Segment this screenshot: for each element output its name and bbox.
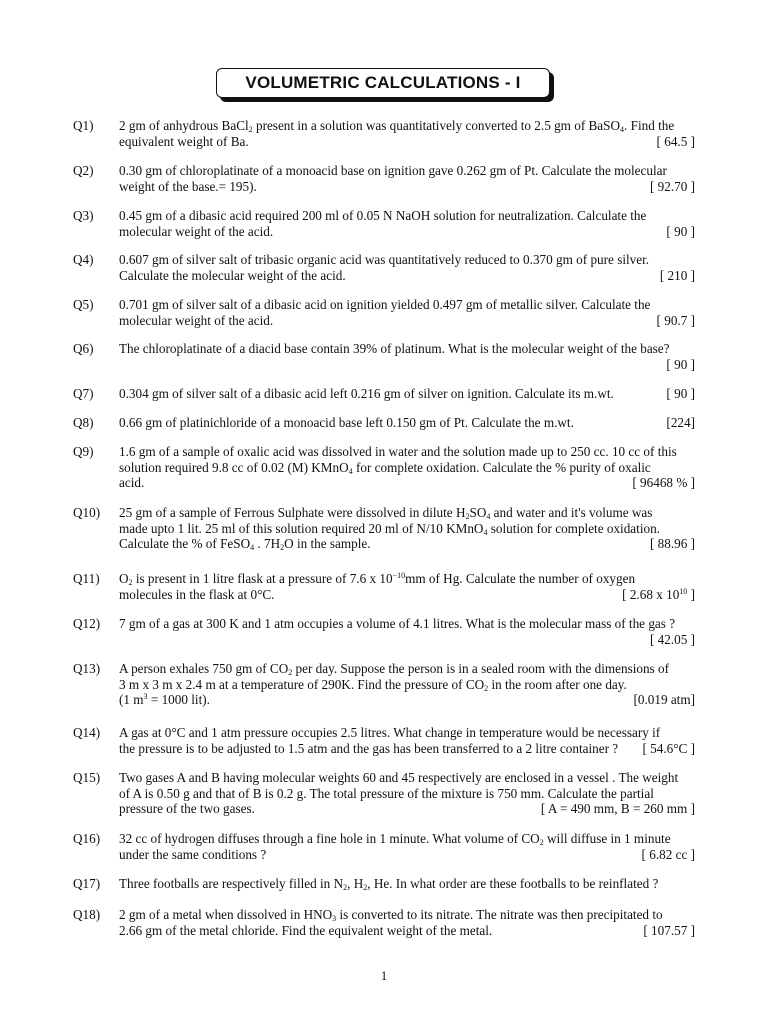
question-body <box>119 252 695 283</box>
question-body <box>119 208 695 239</box>
question-line: (1 $m^3 = 1000$ lit). [0.019 atm] <box>119 692 695 707</box>
question-number: Q10) <box>73 505 101 520</box>
question-number: Q1) <box>73 118 94 133</box>
question-body <box>119 118 695 149</box>
question-3 <box>73 208 695 239</box>
question-11 <box>73 571 695 602</box>
answer: [0.019 atm] <box>633 692 695 707</box>
question-body <box>119 876 695 892</box>
question-line: made upto 1 lit. 25 ml of this solution required 20 ml of N/10 KMnO$_4$ solution for complete oxidation. <box>119 520 660 537</box>
question-line: A person exhales 750 gm of $CO_2$ per day. Suppose the person is in a sealed room with the dimensions of <box>119 661 669 677</box>
question-body <box>119 505 695 552</box>
question-line: Three footballs are respectively filled in $N_2$, $H_2$, He. In what order are these footballs to be reinflated ? <box>119 876 659 892</box>
question-7 <box>73 386 695 402</box>
answer: [ 6.82 cc ] <box>641 846 695 862</box>
question-10 <box>73 505 695 552</box>
answer: [ 90.7 ] <box>656 312 695 328</box>
question-line: 32 cc of hydrogen diffuses through a fine hole in 1 minute. What volume of $CO_2$ will diffuse in 1 minute <box>119 831 671 847</box>
answer: [ 96468 % ] <box>632 475 695 490</box>
answer: [ 2.68 x $10^{10}$ ] <box>622 586 695 602</box>
question-number: Q14) <box>73 725 101 740</box>
question-13 <box>73 661 695 708</box>
question-number: Q18) <box>73 907 101 922</box>
question-15 <box>73 770 695 817</box>
answer: [ 54.6°C ] <box>642 740 695 756</box>
question-number: Q13) <box>73 661 101 676</box>
question-4 <box>73 252 695 283</box>
answer: [ 92.70 ] <box>649 178 695 194</box>
question-body <box>119 444 695 491</box>
question-body <box>119 616 695 647</box>
question-line: 2 gm of anhydrous BaCl$_2$ present in a solution was quantitatively converted to 2.5 gm of BaSO$_4$. Find the <box>119 118 675 134</box>
question-line: acid. [ 96468 % ] <box>119 475 695 490</box>
question-body <box>119 831 695 862</box>
question-body <box>119 415 695 431</box>
question-line: molecules in the flask at 0°C. [ 2.68 x $10^{10}$ ] <box>119 586 695 602</box>
question-line: Calculate the molecular weight of the acid. [ 210 ] <box>119 267 695 283</box>
question-9 <box>73 444 695 491</box>
answer: [ 90 ] <box>666 386 695 401</box>
question-line: pressure of the two gases. [ A = 490 mm, B = 260 mm ] <box>119 801 695 816</box>
question-line: The chloroplatinate of a diacid base contain 39% of platinum. What is the molecular weight of the base? <box>119 341 670 356</box>
question-body <box>119 571 695 602</box>
question-number: Q17) <box>73 876 101 891</box>
question-line: molecular weight of the acid. [ 90 ] <box>119 223 695 239</box>
question-1 <box>73 118 695 149</box>
question-line: 0.607 gm of silver salt of tribasic organic acid was quantitatively reduced to 0.370 gm of pure silver. <box>119 252 650 267</box>
question-number: Q4) <box>73 252 94 267</box>
question-number: Q16) <box>73 831 101 846</box>
question-line: 1.6 gm of a sample of oxalic acid was dissolved in water and the solution made up to 250 cc. 10 cc of this <box>119 444 677 459</box>
answer: [ 107.57 ] <box>643 922 695 938</box>
question-line: Calculate the % of FeSO$_4$ . $7H_2O$ in the sample. [ 88.96 ] <box>119 536 695 552</box>
question-line: A gas at 0°C and 1 atm pressure occupies 2.5 litres. What change in temperature would be necessary if <box>119 725 661 740</box>
question-14 <box>73 725 695 756</box>
question-2 <box>73 163 695 194</box>
answer: [ 88.96 ] <box>649 536 695 551</box>
question-8 <box>73 415 695 431</box>
question-body <box>119 386 695 402</box>
question-body <box>119 341 695 372</box>
question-body <box>119 907 695 938</box>
question-line: $O_2$ is present in 1 litre flask at a pressure of 7.6 x $10^{-10}mm$ of Hg. Calculate the number of oxygen <box>119 571 636 587</box>
question-line: solution required 9.8 cc of 0.02 (M) KMnO$_4$ for complete oxidation. Calculate the % purity of oxalic <box>119 459 651 476</box>
answer: [ 42.05 ] <box>649 631 695 647</box>
answer: [224] <box>666 415 695 430</box>
question-line: Two gases A and B having molecular weights 60 and 45 respectively are enclosed in a vessel . The weight <box>119 770 679 785</box>
answer: [ 90 ] <box>666 223 695 239</box>
question-number: Q8) <box>73 415 94 430</box>
question-line: 0.45 gm of a dibasic acid required 200 ml of 0.05 N NaOH solution for neutralization. Calculate the <box>119 208 647 223</box>
question-line: 2.66 gm of the metal chloride. Find the equivalent weight of the metal. [ 107.57 ] <box>119 922 695 938</box>
question-line: 3 m x 3 m x 2.4 m at a temperature of 290K. Find the pressure of $CO_2$ in the room after one day. <box>119 676 627 693</box>
question-line: 0.701 gm of silver salt of a dibasic acid on ignition yielded 0.497 gm of metallic silver. Calculate the <box>119 297 651 312</box>
question-6 <box>73 341 695 372</box>
question-line: the pressure is to be adjusted to 1.5 atm and the gas has been transferred to a 2 litre container ? [ 54.6°C ] <box>119 740 695 756</box>
question-body <box>119 770 695 817</box>
answer: [ 210 ] <box>659 267 695 283</box>
answer: [ 64.5 ] <box>656 133 695 149</box>
answer: [ 90 ] <box>666 356 695 372</box>
question-number: Q2) <box>73 163 94 178</box>
question-number: Q6) <box>73 341 94 356</box>
question-17 <box>73 876 695 892</box>
question-number: Q11) <box>73 571 100 586</box>
question-line: molecular weight of the acid. [ 90.7 ] <box>119 312 695 328</box>
question-line: 2 gm of a metal when dissolved in $HNO_3$ is converted to its nitrate. The nitrate was then precipitated to <box>119 907 663 923</box>
question-line: 7 gm of a gas at 300 K and 1 atm occupies a volume of 4.1 litres. What is the molecular mass of the gas ? <box>119 616 676 631</box>
question-line: 0.66 gm of platinichloride of a monoacid base left 0.150 gm of Pt. Calculate the m.wt. [224] <box>119 415 695 430</box>
question-line: under the same conditions ? [ 6.82 cc ] <box>119 846 695 862</box>
question-5 <box>73 297 695 328</box>
question-number: Q5) <box>73 297 94 312</box>
question-line: 25 gm of a sample of Ferrous Sulphate were dissolved in dilute $H_2SO_4$ and water and it's volume was <box>119 505 653 521</box>
question-18 <box>73 907 695 938</box>
question-number: Q3) <box>73 208 94 223</box>
question-line: equivalent weight of Ba. [ 64.5 ] <box>119 133 695 149</box>
question-number: Q15) <box>73 770 101 785</box>
question-line: 0.30 gm of chloroplatinate of a monoacid base on ignition gave 0.262 gm of Pt. Calculate the molecular <box>119 163 667 178</box>
question-body <box>119 163 695 194</box>
title-box <box>216 68 550 98</box>
page-number: 1 <box>380 968 388 983</box>
question-number: Q7) <box>73 386 94 401</box>
question-line: 0.304 gm of silver salt of a dibasic acid left 0.216 gm of silver on ignition. Calculate its m.wt. [ 90 ] <box>119 386 695 401</box>
question-body <box>119 661 695 708</box>
question-body <box>119 297 695 328</box>
question-number: Q12) <box>73 616 101 631</box>
question-12 <box>73 616 695 647</box>
question-body <box>119 725 695 756</box>
question-line: of A is 0.50 g and that of B is 0.2 g. The total pressure of the mixture is 750 mm. Calculate the partial <box>119 785 654 801</box>
question-16 <box>73 831 695 862</box>
question-number: Q9) <box>73 444 94 459</box>
page-title: VOLUMETRIC CALCULATIONS - I <box>216 68 550 98</box>
answer: [ A = 490 mm, B = 260 mm ] <box>540 801 695 816</box>
question-line: weight of the base.= 195). [ 92.70 ] <box>119 178 695 194</box>
